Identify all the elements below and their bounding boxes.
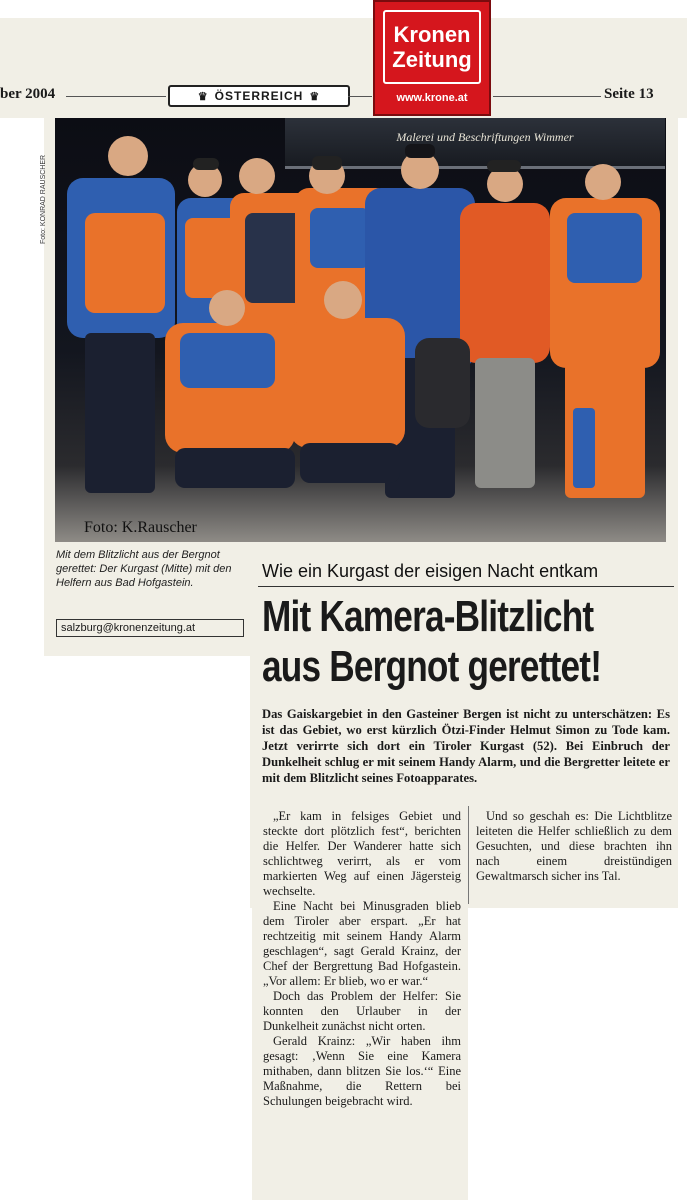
headline-line-1: Mit Kamera-Blitzlicht bbox=[262, 592, 594, 641]
issue-date: ber 2004 bbox=[0, 86, 56, 102]
crown-icon: ♛ bbox=[197, 90, 209, 103]
header-rule-left bbox=[66, 96, 166, 97]
article-headline bbox=[262, 592, 674, 692]
headline-line-2: aus Bergnot gerettet! bbox=[262, 642, 602, 691]
rescuer-figure bbox=[67, 136, 175, 493]
rescuer-figure bbox=[460, 160, 550, 488]
column-rule bbox=[468, 806, 469, 904]
paragraph: Doch das Problem der Helfer: Sie konnten den Urlauber in der Dunkelheit zunächst nicht orten. bbox=[263, 989, 461, 1033]
contact-email: salzburg@kronenzeitung.at bbox=[56, 619, 244, 637]
logo-line-1: Kronen bbox=[393, 22, 471, 47]
paragraph: Eine Nacht bei Minusgraden blieb dem Tiroler aber erspart. „Er hat rechtzeitig mit seinem Handy Alarm geschlagen“, sagt Gerald Krainz, der Chef der Bergrettung Bad Hofgastein. „Vor allem: Er blieb, wo er war.“ bbox=[263, 899, 461, 988]
photo-caption: Mit dem Blitzlicht aus der Bergnot gerettet: Der Kurgast (Mitte) mit den Helfern aus Bad Hofgastein. bbox=[56, 549, 232, 589]
logo-url: www.krone.at bbox=[396, 92, 468, 104]
rescuers-group bbox=[55, 118, 666, 542]
photo-credit: Foto: K.Rauscher bbox=[84, 519, 197, 536]
newspaper-logo bbox=[373, 0, 491, 116]
backpack bbox=[415, 338, 470, 428]
header-rule-mid bbox=[348, 96, 372, 97]
crown-icon: ♛ bbox=[309, 90, 321, 103]
article-lead: Das Gaiskargebiet in den Gasteiner Bergen ist nicht zu unterschätzen: Es ist das Gebiet, wo erst kürzlich Ötzi-Finder Helmut Simon zu Tode kam. Jetzt verirrte sich dort ein Tiroler Kurgast (52). Bei Einbruch der Dunkelheit schlug er mit seinem Handy Alarm, und die Bergretter leitete er mit dem Blitzlicht seines Fotoapparates. bbox=[262, 707, 670, 785]
rescue-team-photo bbox=[55, 118, 666, 542]
article-column-1 bbox=[263, 809, 461, 1109]
paragraph: „Er kam in felsiges Gebiet und steckte dort plötzlich fest“, berichten die Helfer. Der Wanderer hatte sich schlichtweg verirrt, als er vom markierten Weg auf einen Jägersteig wechselte. bbox=[263, 809, 461, 898]
logo-wordmark bbox=[383, 10, 481, 84]
paragraph: Gerald Krainz: „Wir haben ihm gesagt: ‚Wenn Sie eine Kamera mithaben, dann blitzen Sie los.‘“ Eine Maßnahme, die Rettern bei Schulungen beigebracht wird. bbox=[263, 1034, 461, 1108]
photo-credit-vertical: Foto: KONRAD RAUSCHER bbox=[40, 154, 47, 244]
rescuer-figure bbox=[550, 164, 660, 498]
article-kicker: Wie ein Kurgast der eisigen Nacht entkam bbox=[262, 561, 599, 581]
page-number: Seite 13 bbox=[604, 86, 654, 102]
paragraph: Und so geschah es: Die Lichtblitze leiteten die Helfer schließlich zu dem Gesuchten, und diese brachten ihn nach einem dreistündigen Gewaltmarsch sicher ins Tal. bbox=[476, 809, 672, 883]
header-rule-right bbox=[493, 96, 601, 97]
section-name: ÖSTERREICH bbox=[214, 89, 304, 103]
logo-line-2: Zeitung bbox=[392, 47, 472, 72]
truck-sign: Malerei und Beschriftungen Wimmer bbox=[396, 129, 574, 144]
kicker-rule bbox=[258, 586, 674, 587]
section-label bbox=[168, 85, 350, 107]
article-column-2 bbox=[476, 809, 672, 884]
